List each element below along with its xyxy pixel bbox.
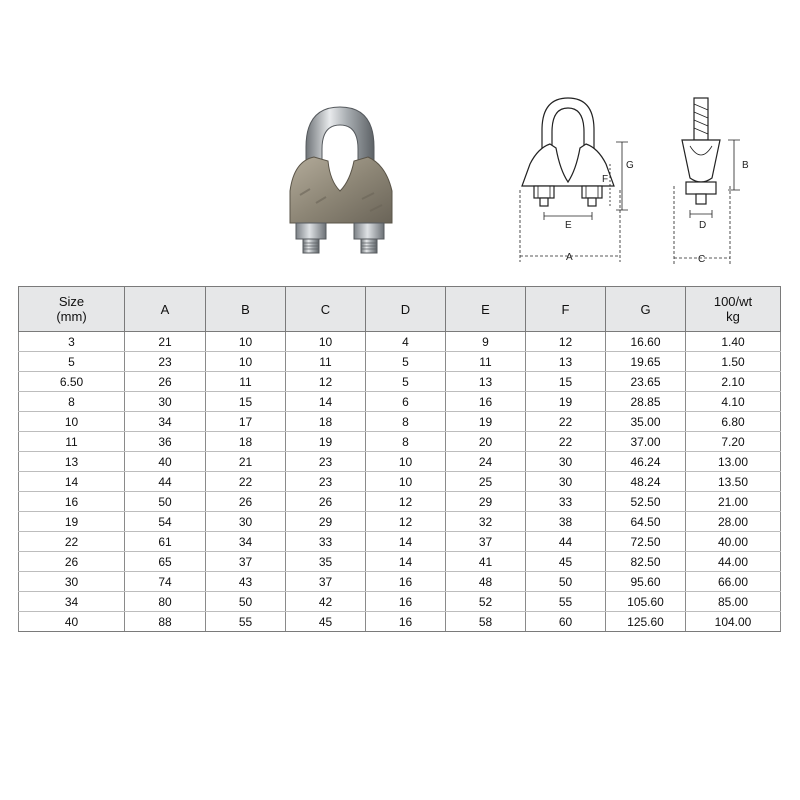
table-cell: 35.00 <box>606 412 686 432</box>
table-cell: 45 <box>526 552 606 572</box>
table-cell: 42 <box>286 592 366 612</box>
table-cell: 14 <box>366 552 446 572</box>
table-header-row <box>19 287 781 332</box>
table-cell: 15 <box>206 392 286 412</box>
dim-label-e: E <box>565 220 572 231</box>
table-cell: 65 <box>125 552 206 572</box>
table-cell: 66.00 <box>686 572 781 592</box>
table-cell: 30 <box>526 452 606 472</box>
table-cell: 12 <box>526 332 606 352</box>
table-cell: 50 <box>125 492 206 512</box>
table-cell: 16.60 <box>606 332 686 352</box>
table-cell: 8 <box>366 412 446 432</box>
table-cell: 29 <box>286 512 366 532</box>
table-cell: 34 <box>206 532 286 552</box>
table-cell: 26 <box>125 372 206 392</box>
table-cell: 10 <box>19 412 125 432</box>
table-cell: 6.50 <box>19 372 125 392</box>
column-header <box>19 287 125 332</box>
table-cell: 104.00 <box>686 612 781 632</box>
table-cell: 13 <box>19 452 125 472</box>
table-cell: 10 <box>206 332 286 352</box>
side-view-dimension-diagram <box>660 90 770 270</box>
table-cell: 8 <box>19 392 125 412</box>
column-header-line1: C <box>320 301 331 317</box>
table-cell: 52 <box>446 592 526 612</box>
table-cell: 26 <box>206 492 286 512</box>
table-cell: 34 <box>125 412 206 432</box>
table-cell: 38 <box>526 512 606 532</box>
table-cell: 12 <box>286 372 366 392</box>
table-cell: 10 <box>366 472 446 492</box>
table-cell: 48.24 <box>606 472 686 492</box>
table-row <box>19 472 781 492</box>
table-row <box>19 552 781 572</box>
table-cell: 19 <box>19 512 125 532</box>
table-cell: 6 <box>366 392 446 412</box>
table-cell: 6.80 <box>686 412 781 432</box>
column-header <box>446 287 526 332</box>
dim-label-g: G <box>626 160 634 171</box>
table-cell: 25 <box>446 472 526 492</box>
table-row <box>19 432 781 452</box>
table-cell: 16 <box>19 492 125 512</box>
table-cell: 19.65 <box>606 352 686 372</box>
table-cell: 37 <box>446 532 526 552</box>
table-row <box>19 452 781 472</box>
dimension-table <box>18 286 781 632</box>
column-header-line1: Size <box>58 294 85 309</box>
table-cell: 82.50 <box>606 552 686 572</box>
table-row <box>19 612 781 632</box>
table-cell: 52.50 <box>606 492 686 512</box>
table-row <box>19 352 781 372</box>
table-cell: 28.85 <box>606 392 686 412</box>
column-header <box>125 287 206 332</box>
table-cell: 88 <box>125 612 206 632</box>
column-header <box>366 287 446 332</box>
table-cell: 30 <box>526 472 606 492</box>
table-cell: 21 <box>125 332 206 352</box>
table-cell: 45 <box>286 612 366 632</box>
table-cell: 23 <box>286 452 366 472</box>
column-header <box>286 287 366 332</box>
table-cell: 30 <box>125 392 206 412</box>
table-cell: 41 <box>446 552 526 572</box>
table-cell: 4.10 <box>686 392 781 412</box>
table-cell: 11 <box>206 372 286 392</box>
table-cell: 23 <box>125 352 206 372</box>
table-cell: 46.24 <box>606 452 686 472</box>
table-cell: 55 <box>526 592 606 612</box>
table-row <box>19 512 781 532</box>
table-row <box>19 412 781 432</box>
table-cell: 105.60 <box>606 592 686 612</box>
table-cell: 32 <box>446 512 526 532</box>
table-row <box>19 532 781 552</box>
table-cell: 44 <box>526 532 606 552</box>
table-cell: 95.60 <box>606 572 686 592</box>
table-cell: 24 <box>446 452 526 472</box>
table-body <box>19 332 781 632</box>
table-cell: 48 <box>446 572 526 592</box>
table-cell: 50 <box>206 592 286 612</box>
table-cell: 9 <box>446 332 526 352</box>
table-cell: 23.65 <box>606 372 686 392</box>
table-cell: 85.00 <box>686 592 781 612</box>
column-header <box>526 287 606 332</box>
table-cell: 125.60 <box>606 612 686 632</box>
table-row <box>19 372 781 392</box>
table-cell: 2.10 <box>686 372 781 392</box>
table-cell: 3 <box>19 332 125 352</box>
table-cell: 19 <box>526 392 606 412</box>
table-cell: 64.50 <box>606 512 686 532</box>
table-cell: 60 <box>526 612 606 632</box>
table-cell: 16 <box>366 592 446 612</box>
table-cell: 22 <box>526 432 606 452</box>
table-cell: 14 <box>19 472 125 492</box>
table-cell: 37 <box>206 552 286 572</box>
table-cell: 44.00 <box>686 552 781 572</box>
dim-label-f: F <box>602 174 609 185</box>
table-cell: 19 <box>286 432 366 452</box>
table-cell: 80 <box>125 592 206 612</box>
table-cell: 50 <box>526 572 606 592</box>
table-cell: 30 <box>206 512 286 532</box>
table-cell: 13 <box>526 352 606 372</box>
table-cell: 21 <box>206 452 286 472</box>
table-cell: 13.50 <box>686 472 781 492</box>
table-cell: 37.00 <box>606 432 686 452</box>
dim-label-b: B <box>742 160 749 171</box>
table-cell: 22 <box>19 532 125 552</box>
table-cell: 10 <box>286 332 366 352</box>
table-cell: 29 <box>446 492 526 512</box>
table-cell: 30 <box>19 572 125 592</box>
table-cell: 1.40 <box>686 332 781 352</box>
table-cell: 40 <box>125 452 206 472</box>
table-cell: 33 <box>526 492 606 512</box>
table-row <box>19 392 781 412</box>
table-cell: 40 <box>19 612 125 632</box>
table-cell: 17 <box>206 412 286 432</box>
column-header <box>206 287 286 332</box>
table-cell: 21.00 <box>686 492 781 512</box>
table-cell: 61 <box>125 532 206 552</box>
table-cell: 40.00 <box>686 532 781 552</box>
table-cell: 22 <box>526 412 606 432</box>
table-cell: 16 <box>366 612 446 632</box>
table-cell: 12 <box>366 512 446 532</box>
table-cell: 10 <box>366 452 446 472</box>
column-header <box>686 287 781 332</box>
table-cell: 22 <box>206 472 286 492</box>
table-cell: 37 <box>286 572 366 592</box>
table-cell: 11 <box>446 352 526 372</box>
column-header-line2: kg <box>726 309 740 324</box>
table-cell: 43 <box>206 572 286 592</box>
table-cell: 74 <box>125 572 206 592</box>
column-header-line2: (mm) <box>56 309 87 324</box>
column-header-line1: 100/wt <box>713 294 753 309</box>
table-cell: 8 <box>366 432 446 452</box>
column-header-line1: G <box>640 301 651 317</box>
table-cell: 19 <box>446 412 526 432</box>
column-header-line1: F <box>561 301 570 317</box>
table-cell: 11 <box>19 432 125 452</box>
table-cell: 34 <box>19 592 125 612</box>
column-header-line1: B <box>241 301 250 317</box>
table-cell: 44 <box>125 472 206 492</box>
dim-label-a: A <box>566 252 573 263</box>
column-header-line1: E <box>481 301 490 317</box>
table-cell: 7.20 <box>686 432 781 452</box>
table-cell: 14 <box>286 392 366 412</box>
table-cell: 16 <box>366 572 446 592</box>
table-cell: 26 <box>286 492 366 512</box>
table-cell: 36 <box>125 432 206 452</box>
table-cell: 26 <box>19 552 125 572</box>
table-cell: 13.00 <box>686 452 781 472</box>
column-header-line1: D <box>400 301 411 317</box>
table-cell: 20 <box>446 432 526 452</box>
table-cell: 16 <box>446 392 526 412</box>
table-cell: 72.50 <box>606 532 686 552</box>
table-row <box>19 572 781 592</box>
front-view-dimension-diagram <box>510 90 650 270</box>
table-cell: 18 <box>286 412 366 432</box>
table-row <box>19 492 781 512</box>
table-cell: 10 <box>206 352 286 372</box>
table-cell: 5 <box>366 372 446 392</box>
dim-label-d: D <box>699 220 707 231</box>
table-cell: 15 <box>526 372 606 392</box>
table-cell: 5 <box>366 352 446 372</box>
table-cell: 33 <box>286 532 366 552</box>
table-row <box>19 332 781 352</box>
table-cell: 13 <box>446 372 526 392</box>
table-cell: 11 <box>286 352 366 372</box>
table-cell: 54 <box>125 512 206 532</box>
column-header <box>606 287 686 332</box>
table-cell: 4 <box>366 332 446 352</box>
table-cell: 28.00 <box>686 512 781 532</box>
table-cell: 12 <box>366 492 446 512</box>
table-cell: 18 <box>206 432 286 452</box>
table-cell: 1.50 <box>686 352 781 372</box>
table-cell: 35 <box>286 552 366 572</box>
table-cell: 58 <box>446 612 526 632</box>
column-header-line1: A <box>160 301 170 317</box>
table-cell: 5 <box>19 352 125 372</box>
wire-rope-clip-photo <box>270 95 410 260</box>
table-cell: 55 <box>206 612 286 632</box>
table-row <box>19 592 781 612</box>
table-cell: 14 <box>366 532 446 552</box>
dim-label-c: C <box>698 254 706 265</box>
table-cell: 23 <box>286 472 366 492</box>
